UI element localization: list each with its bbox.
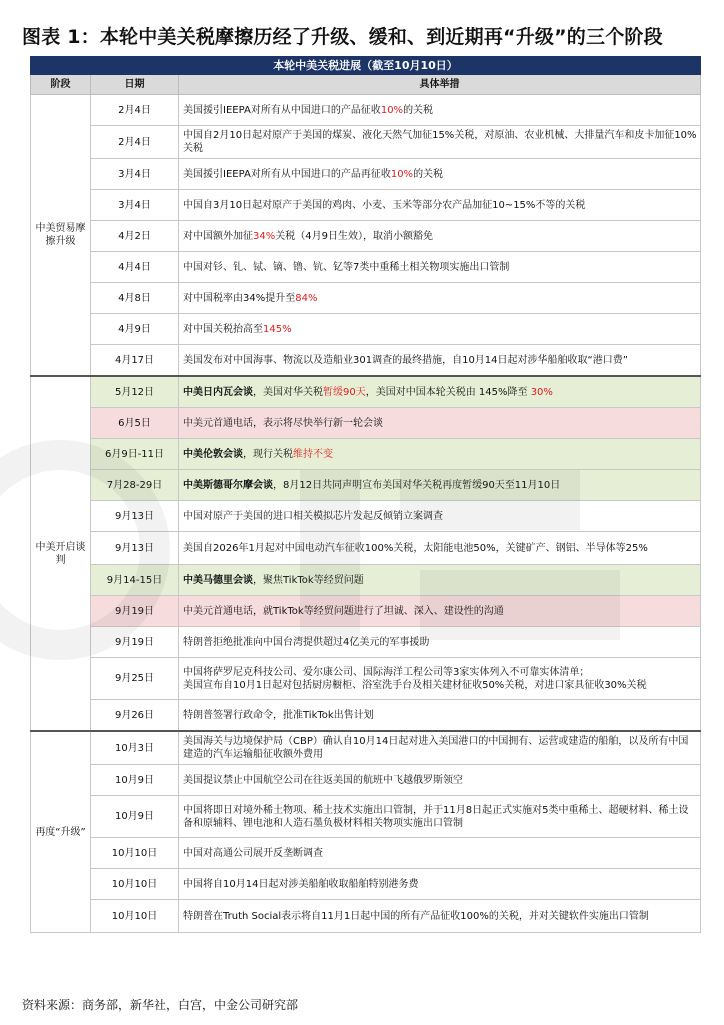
table-row: [31, 731, 701, 765]
highlight-text: 暂缓90天: [323, 386, 366, 398]
table-row: [31, 900, 701, 933]
date-cell: 5月12日: [91, 376, 179, 408]
table-row: [31, 252, 701, 283]
table-row: [31, 470, 701, 501]
measure-text: 中国对高通公司展开反垄断调查: [183, 847, 323, 859]
highlight-text: 30%: [530, 386, 553, 398]
figure-title: 图表 1：本轮中美关税摩擦历经了升级、缓和、到近期再“升级”的三个阶段: [22, 26, 663, 48]
date-cell: 10月9日: [91, 796, 179, 838]
measure-text: 对中国关税抬高至: [183, 323, 263, 335]
date-cell: 9月13日: [91, 501, 179, 532]
date-cell: 7月28-29日: [91, 470, 179, 501]
date-cell: 10月10日: [91, 900, 179, 933]
measure-text: 关税（4月9日生效），取消小额豁免: [275, 230, 433, 242]
date-cell: 3月4日: [91, 190, 179, 221]
measure-cell: [179, 252, 701, 283]
table-row: [31, 408, 701, 439]
table-row: [31, 869, 701, 900]
table-row: [31, 95, 701, 126]
date-cell: 3月4日: [91, 159, 179, 190]
column-header-date: 日期: [91, 75, 179, 95]
date-cell: 10月9日: [91, 765, 179, 796]
date-cell: 10月10日: [91, 838, 179, 869]
date-cell: 9月19日: [91, 627, 179, 658]
measure-cell: [179, 190, 701, 221]
measure-text: 美国援引IEEPA对所有从中国进口的产品再征收: [183, 168, 391, 180]
measure-text: 中国对原产于美国的进口相关模拟芯片发起反倾销立案调查: [183, 510, 443, 522]
source-note: 资料来源：商务部，新华社，白宫，中金公司研究部: [22, 998, 299, 1012]
table-row: [31, 126, 701, 159]
measure-cell: [179, 470, 701, 501]
measure-text: 中国将即日对境外稀土物项、稀土技术实施出口管制，并于11月8日起正式实施对5类中重稀土、超硬材料、稀土设备和原辅料、锂电池和人造石墨负极材料相关物项实施出口管制: [183, 804, 689, 829]
measure-cell: [179, 439, 701, 470]
date-cell: 6月5日: [91, 408, 179, 439]
measure-cell: [179, 159, 701, 190]
measure-text: 美国援引IEEPA对所有从中国进口的产品征收: [183, 104, 381, 116]
date-cell: 10月10日: [91, 869, 179, 900]
measure-text: ，8月12日共同声明宣布美国对华关税再度暂缓90天至11月10日: [273, 479, 561, 491]
highlight-text: 10%: [380, 104, 404, 116]
stage-label: 中美贸易摩擦升级: [31, 95, 91, 377]
measure-text: 中美元首通电话，表示将尽快举行新一轮会谈: [183, 417, 383, 429]
table-row: [31, 658, 701, 700]
table-row: [31, 838, 701, 869]
measure-cell: [179, 658, 701, 700]
measure-text: 的关税: [403, 104, 434, 116]
measure-cell: [179, 345, 701, 377]
stage-label: 再度“升级”: [31, 731, 91, 933]
measure-text: ，现行关税: [243, 448, 293, 460]
measure-text: 中国自3月10日起对原产于美国的鸡肉、小麦、玉米等部分农产品加征10~15%不等的关税: [183, 199, 586, 211]
date-cell: 9月25日: [91, 658, 179, 700]
date-cell: 2月4日: [91, 95, 179, 126]
column-header-stage: 阶段: [31, 75, 91, 95]
meeting-name: 中美马德里会谈: [183, 574, 253, 586]
date-cell: 4月2日: [91, 221, 179, 252]
table-row: [31, 314, 701, 345]
table-row: [31, 796, 701, 838]
measure-text: ，聚焦TikTok等经贸问题: [253, 574, 364, 586]
stage-label: 中美开启谈判: [31, 376, 91, 731]
table-row: [31, 376, 701, 408]
table-body: [31, 95, 701, 933]
highlight-text: 维持不变: [293, 448, 333, 460]
date-cell: 9月26日: [91, 700, 179, 732]
table-row: [31, 765, 701, 796]
table-row: [31, 283, 701, 314]
date-cell: 9月19日: [91, 596, 179, 627]
table-row: [31, 345, 701, 377]
measure-text: 美国发布对中国海事、物流以及造船业301调查的最终措施，自10月14日起对涉华船舶收取“港口费”: [183, 354, 628, 366]
measure-text: ，美国对中国本轮关税由 145%降至: [365, 386, 531, 398]
measure-text: 特朗普拒绝批准向中国台湾提供超过4亿美元的军事援助: [183, 636, 430, 648]
table-row: [31, 190, 701, 221]
date-cell: 2月4日: [91, 126, 179, 159]
measure-text: 中美元首通电话，就TikTok等经贸问题进行了坦诚、深入、建设性的沟通: [183, 605, 504, 617]
tariff-table-container: [30, 56, 700, 933]
highlight-text: 34%: [253, 230, 276, 242]
date-cell: 4月17日: [91, 345, 179, 377]
measure-cell: [179, 900, 701, 933]
measure-text: 对中国额外加征: [183, 230, 253, 242]
date-cell: 4月8日: [91, 283, 179, 314]
measure-text: 中国将萨罗尼克科技公司、爱尔康公司、国际海洋工程公司等3家实体列入不可靠实体清单；: [183, 666, 590, 678]
date-cell: 4月9日: [91, 314, 179, 345]
date-cell: 10月3日: [91, 731, 179, 765]
measure-text: 美国宣布自10月1日起对包括厨房橱柜、浴室洗手台及相关建材征收50%关税，对进口家具征收30%关税: [183, 679, 647, 691]
meeting-name: 中美斯德哥尔摩会谈: [183, 479, 273, 491]
measure-text: 特朗普签署行政命令，批准TikTok出售计划: [183, 709, 374, 721]
measure-text: 美国自2026年1月起对中国电动汽车征收100%关税，太阳能电池50%，关键矿产、钢铝、半导体等25%: [183, 542, 648, 554]
measure-cell: [179, 501, 701, 532]
table-row: [31, 596, 701, 627]
table-row: [31, 700, 701, 732]
measure-cell: [179, 869, 701, 900]
measure-text: 中国将自10月14日起对涉美船舶收取船舶特别港务费: [183, 878, 419, 890]
table-row: [31, 565, 701, 596]
measure-cell: [179, 314, 701, 345]
measure-text: 美国海关与边境保护局（CBP）确认自10月14日起对进入美国港口的中国拥有、运营或建造的船舶，以及所有中国建造的汽车运输船征收额外费用: [183, 736, 689, 760]
measure-cell: [179, 627, 701, 658]
measure-cell: [179, 376, 701, 408]
meeting-name: 中美日内瓦会谈: [183, 386, 253, 398]
tariff-timeline-table: [30, 56, 701, 933]
highlight-text: 84%: [295, 292, 318, 304]
table-row: [31, 627, 701, 658]
measure-text: 特朗普在Truth Social表示将自11月1日起中国的所有产品征收100%的关税，并对关键软件实施出口管制: [183, 910, 649, 922]
measure-text: 对中国税率由34%提升至: [183, 292, 296, 304]
highlight-text: 10%: [390, 168, 414, 180]
measure-cell: [179, 532, 701, 565]
measure-cell: [179, 796, 701, 838]
measure-text: 美国提议禁止中国航空公司在往返美国的航班中飞越俄罗斯领空: [183, 774, 463, 786]
measure-cell: [179, 408, 701, 439]
measure-cell: [179, 596, 701, 627]
measure-text: 的关税: [413, 168, 444, 180]
column-header-measures: 具体举措: [179, 75, 701, 95]
measure-cell: [179, 221, 701, 252]
measure-text: 中国自2月10日起对原产于美国的煤炭、液化天然气加征15%关税，对原油、农业机械、大排量汽车和皮卡加征10%关税: [183, 130, 697, 154]
table-row: [31, 159, 701, 190]
table-row: [31, 439, 701, 470]
table-header: 本轮中美关税进展（截至10月10日）: [31, 57, 701, 75]
table-row: [31, 221, 701, 252]
table-row: [31, 501, 701, 532]
measure-cell: [179, 731, 701, 765]
measure-cell: [179, 565, 701, 596]
meeting-name: 中美伦敦会谈: [183, 448, 243, 460]
measure-cell: [179, 283, 701, 314]
measure-cell: [179, 126, 701, 159]
table-row: [31, 532, 701, 565]
measure-cell: [179, 838, 701, 869]
date-cell: 9月13日: [91, 532, 179, 565]
measure-cell: [179, 700, 701, 732]
measure-cell: [179, 765, 701, 796]
measure-text: 中国对钐、钆、铽、镝、镥、钪、钇等7类中重稀土相关物项实施出口管制: [183, 261, 510, 273]
highlight-text: 145%: [263, 323, 292, 335]
date-cell: 6月9日-11日: [91, 439, 179, 470]
date-cell: 4月4日: [91, 252, 179, 283]
measure-cell: [179, 95, 701, 126]
measure-text: ，美国对华关税: [253, 386, 323, 398]
date-cell: 9月14-15日: [91, 565, 179, 596]
